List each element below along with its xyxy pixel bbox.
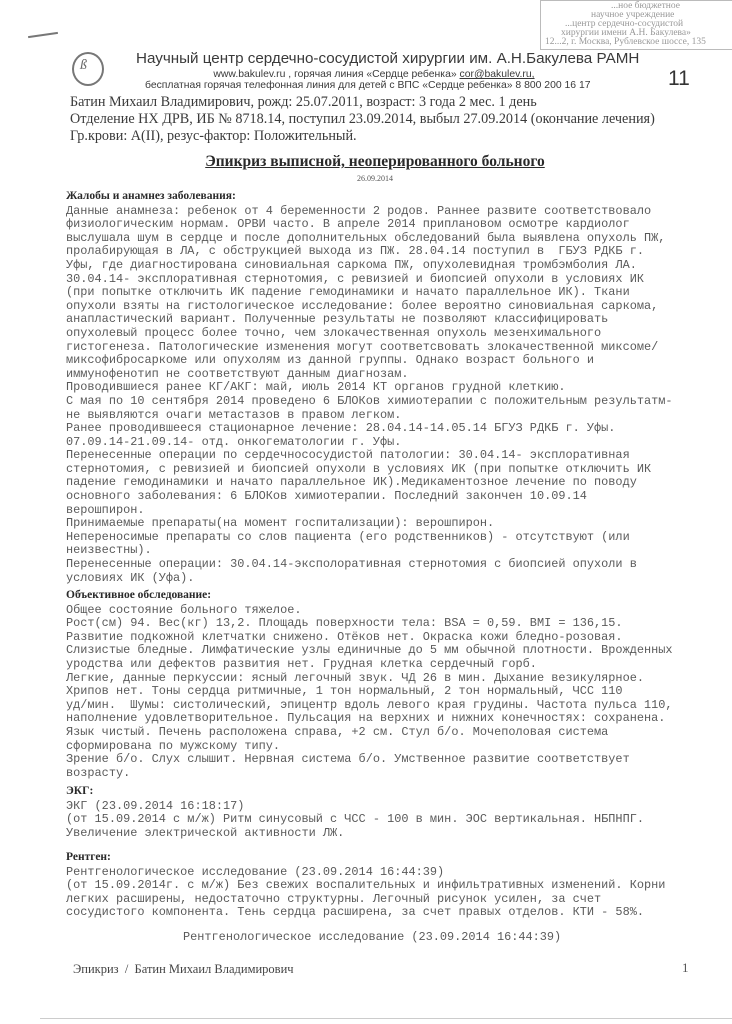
patient-info: Батин Михаил Владимирович, рожд: 25.07.2011, возраст: 3 года 2 мес. 1 день (70, 94, 537, 110)
document-title: Эпикриз выписной, неоперированного больного (205, 153, 545, 170)
text-line: опухолевый процесс более точно, чем злокачественная опухоль мезенхимального (66, 325, 602, 340)
text-line: Ранее проводившееся стационарное лечение: 28.04.14-14.05.14 БГУЗ РДКБ г. Уфы. (66, 421, 616, 436)
department-info: Отделение НХ ДРВ, ИБ № 8718.14, поступил 23.09.2014, выбыл 27.09.2014 (окончание лечения) (70, 111, 655, 127)
text-line: Увеличение электрической активности ЛЖ. (66, 825, 345, 840)
section-objective-exam (66, 589, 673, 780)
text-line: (при попытке отключить ИК падение гемодинамики и начато параллельное ИК). Ткани (66, 285, 630, 300)
document-date: 26.09.2014 (357, 174, 393, 183)
organization-contacts (0, 69, 732, 80)
text-line: Легкие, данные перкуссии: ясный легочный звук. ЧД 26 в мин. Дыхание везикулярное. (66, 670, 644, 685)
text-line: миксофибросаркоме или опухолям из данной группы. Однако возраст больного и (66, 353, 595, 368)
text-line: уродства или дефектов развития нет. Грудная клетка сердечный горб. (66, 656, 537, 671)
text-line: Язык чистый. Печень расположена справа, +2 см. Стул б/о. Мочеполовая система (66, 724, 609, 739)
text-line: Принимаемые препараты(на момент госпитализации): верошпирон. (66, 516, 495, 531)
footer-page-number: 1 (682, 960, 689, 975)
section-ecg (66, 785, 644, 840)
text-line: Перенесенные операции по сердечнососудистой патологии: 30.04.14- эксплоративная (66, 448, 630, 463)
text-line: Зрение б/о. Слух слышит. Нервная система б/о. Умственное развитие соответствует (66, 752, 630, 767)
text-line: неизвестны). (66, 543, 152, 558)
text-line: сосудистого компонента. Тень сердца расширена, за счет правых отделов. КТИ - 58%. (66, 905, 644, 920)
text-line: выслушала шум в сердце и после дополнительных обследований была выявлена опухоль ПЖ, (66, 230, 666, 245)
text-line: опухоли взяты на гистологическое исследование: более вероятно синовиальная саркома, (66, 298, 659, 313)
text-line: Рост(см) 94. Вес(кг) 13,2. Площадь поверхности тела: BSA = 0,59. BMI = 136,15. (66, 616, 623, 631)
text-line: уд/мин. Шумы: систолический, эпицентр вдоль левого края грудины. Частота пульса 110, (66, 697, 673, 712)
text-line: Рентгенологическое исследование (23.09.2014 16:44:39) (66, 864, 445, 879)
text-line: легких расширены, недостаточно структурны. Легочный рисунок усилен, за счет (66, 891, 602, 906)
text-line: Слизистые бледные. Лимфатические узлы единичные до 5 мм обычной плотности. Врожденных (66, 643, 673, 658)
stamp-line: ...ное бюджетное (611, 1, 680, 11)
section-heading: Рентген: (66, 851, 111, 863)
text-line: Развитие подкожной клетчатки снижено. Отёков нет. Окраска кожи бледно-розовая. (66, 629, 623, 644)
stamp-line: 12...2, г. Москва, Рублевское шоссе, 135 (545, 37, 706, 47)
scan-mark (28, 32, 58, 38)
stamp-line: хирургии имени А.Н. Бакулева» (561, 28, 691, 38)
institution-stamp (540, 0, 732, 50)
text-line: сформирована по мужскому типу. (66, 738, 281, 753)
stamp-line: ...центр сердечно-сосудистой (565, 19, 684, 29)
trailing-line: Рентгенологическое исследование (23.09.2014 16:44:39) (183, 930, 562, 944)
text-line: Общее состояние больного тяжелое. (66, 602, 302, 617)
text-line: Хрипов нет. Тоны сердца ритмичные, 1 тон нормальный, 2 тон нормальный, ЧСС 110 (66, 684, 623, 699)
logo-monogram: ß (80, 58, 87, 73)
text-line: физиологическим нормам. ОРВИ часто. В апреле 2014 приплановом осмотре кардиолог (66, 217, 630, 232)
text-line: анапластический вариант. Полученные результаты не позволяют классифицировать (66, 312, 609, 327)
section-complaints-anamnesis (66, 190, 673, 585)
text-line: Проводившиеся ранее КГ/АКГ: май, июль 2014 КТ органов грудной клеткию. (66, 380, 566, 395)
section-heading: Жалобы и анамнез заболевания: (66, 190, 236, 202)
section-heading: Объективное обследование: (66, 589, 212, 601)
text-line: основного заболевания: 6 БЛОКов химиотерапии. Последний закончен 10.09.14 (66, 489, 587, 504)
phone-line: бесплатная горячая телефонная линия для детей с ВПС «Сердце ребенка» 8 800 200 16 17 (145, 80, 591, 91)
text-line: не выявляются очаги метастазов в правом легком. (66, 407, 402, 422)
section-xray (66, 851, 665, 920)
text-line: наполнение удовлетворительное. Пульсация на верхних и нижних конечностях: сохранена. (66, 711, 666, 726)
text-line: возрасту. (66, 765, 131, 780)
website-hotline: www.bakulev.ru , горячая линия «Сердце ребенка» (213, 69, 460, 80)
text-line: Уфы, где диагностирована синовиальная саркома ПЖ, опухолевидная тромбэмболия ЛА. (66, 257, 637, 272)
text-line: Непереносимые препараты со слов пациента (его родственников) - отсутствуют (или (66, 529, 630, 544)
text-line: стернотомия, с ревизией и биопсией опухоли в условиях ИК (при попытке отключить ИК (66, 461, 652, 476)
text-line: иммунофенотип не соответствуют данным диагнозам. (66, 366, 409, 381)
text-line: 30.04.14- эксплоративная стернотомия, с ревизией и биопсией опухоли в условиях ИК (66, 271, 644, 286)
page-number-mark: 11 (668, 67, 690, 90)
text-line: Перенесенные операции: 30.04.14-эксполоративная стернотомия с биопсией опухоли в (66, 557, 637, 572)
text-line: 07.09.14-21.09.14- отд. онкогематологии г. Уфы. (66, 434, 402, 449)
organization-title: Научный центр сердечно-сосудистой хирургии им. А.Н.Бакулева РАМН (136, 50, 640, 67)
text-line: верошпирон. (66, 502, 145, 517)
text-line: (от 15.09.2014 с м/ж) Ритм синусовый с ЧСС - 100 в мин. ЭОС вертикальная. НБПНПГ. (66, 812, 644, 827)
text-line: пролабирующая в ЛА, с обструкцией выхода из ПЖ. 28.04.14 поступил в ГБУЗ РДКБ г. (66, 244, 644, 259)
text-line: (от 15.09.2014г. с м/ж) Без свежих воспалительных и инфильтративных изменений. Корни (66, 878, 666, 893)
text-line: С мая по 10 сентября 2014 проведено 6 БЛОКов химиотерапии с положительным результатм- (66, 393, 673, 408)
email-link[interactable]: cor@bakulev.ru, (459, 69, 535, 80)
blood-group-info: Гр.крови: A(II), резус-фактор: Положительный. (70, 128, 357, 144)
footer-title: Эпикриз / Батин Михаил Владимирович (73, 962, 294, 976)
text-line: условиях ИК (Уфа). (66, 570, 195, 585)
stamp-line: научное учреждение (591, 10, 675, 20)
section-heading: ЭКГ: (66, 785, 94, 797)
text-line: Данные анамнеза: ребенок от 4 беременности 2 родов. Раннее развите соответствовало (66, 203, 652, 218)
text-line: ЭКГ (23.09.2014 16:18:17) (66, 798, 245, 813)
scan-edge (40, 1018, 732, 1019)
text-line: гистогенеза. Патологические изменения могут соответсвовать злокачественной миксоме/ (66, 339, 659, 354)
text-line: падение гемодинамики и начато параллельное ИК).Медикаментозное лечение по поводу (66, 475, 637, 490)
